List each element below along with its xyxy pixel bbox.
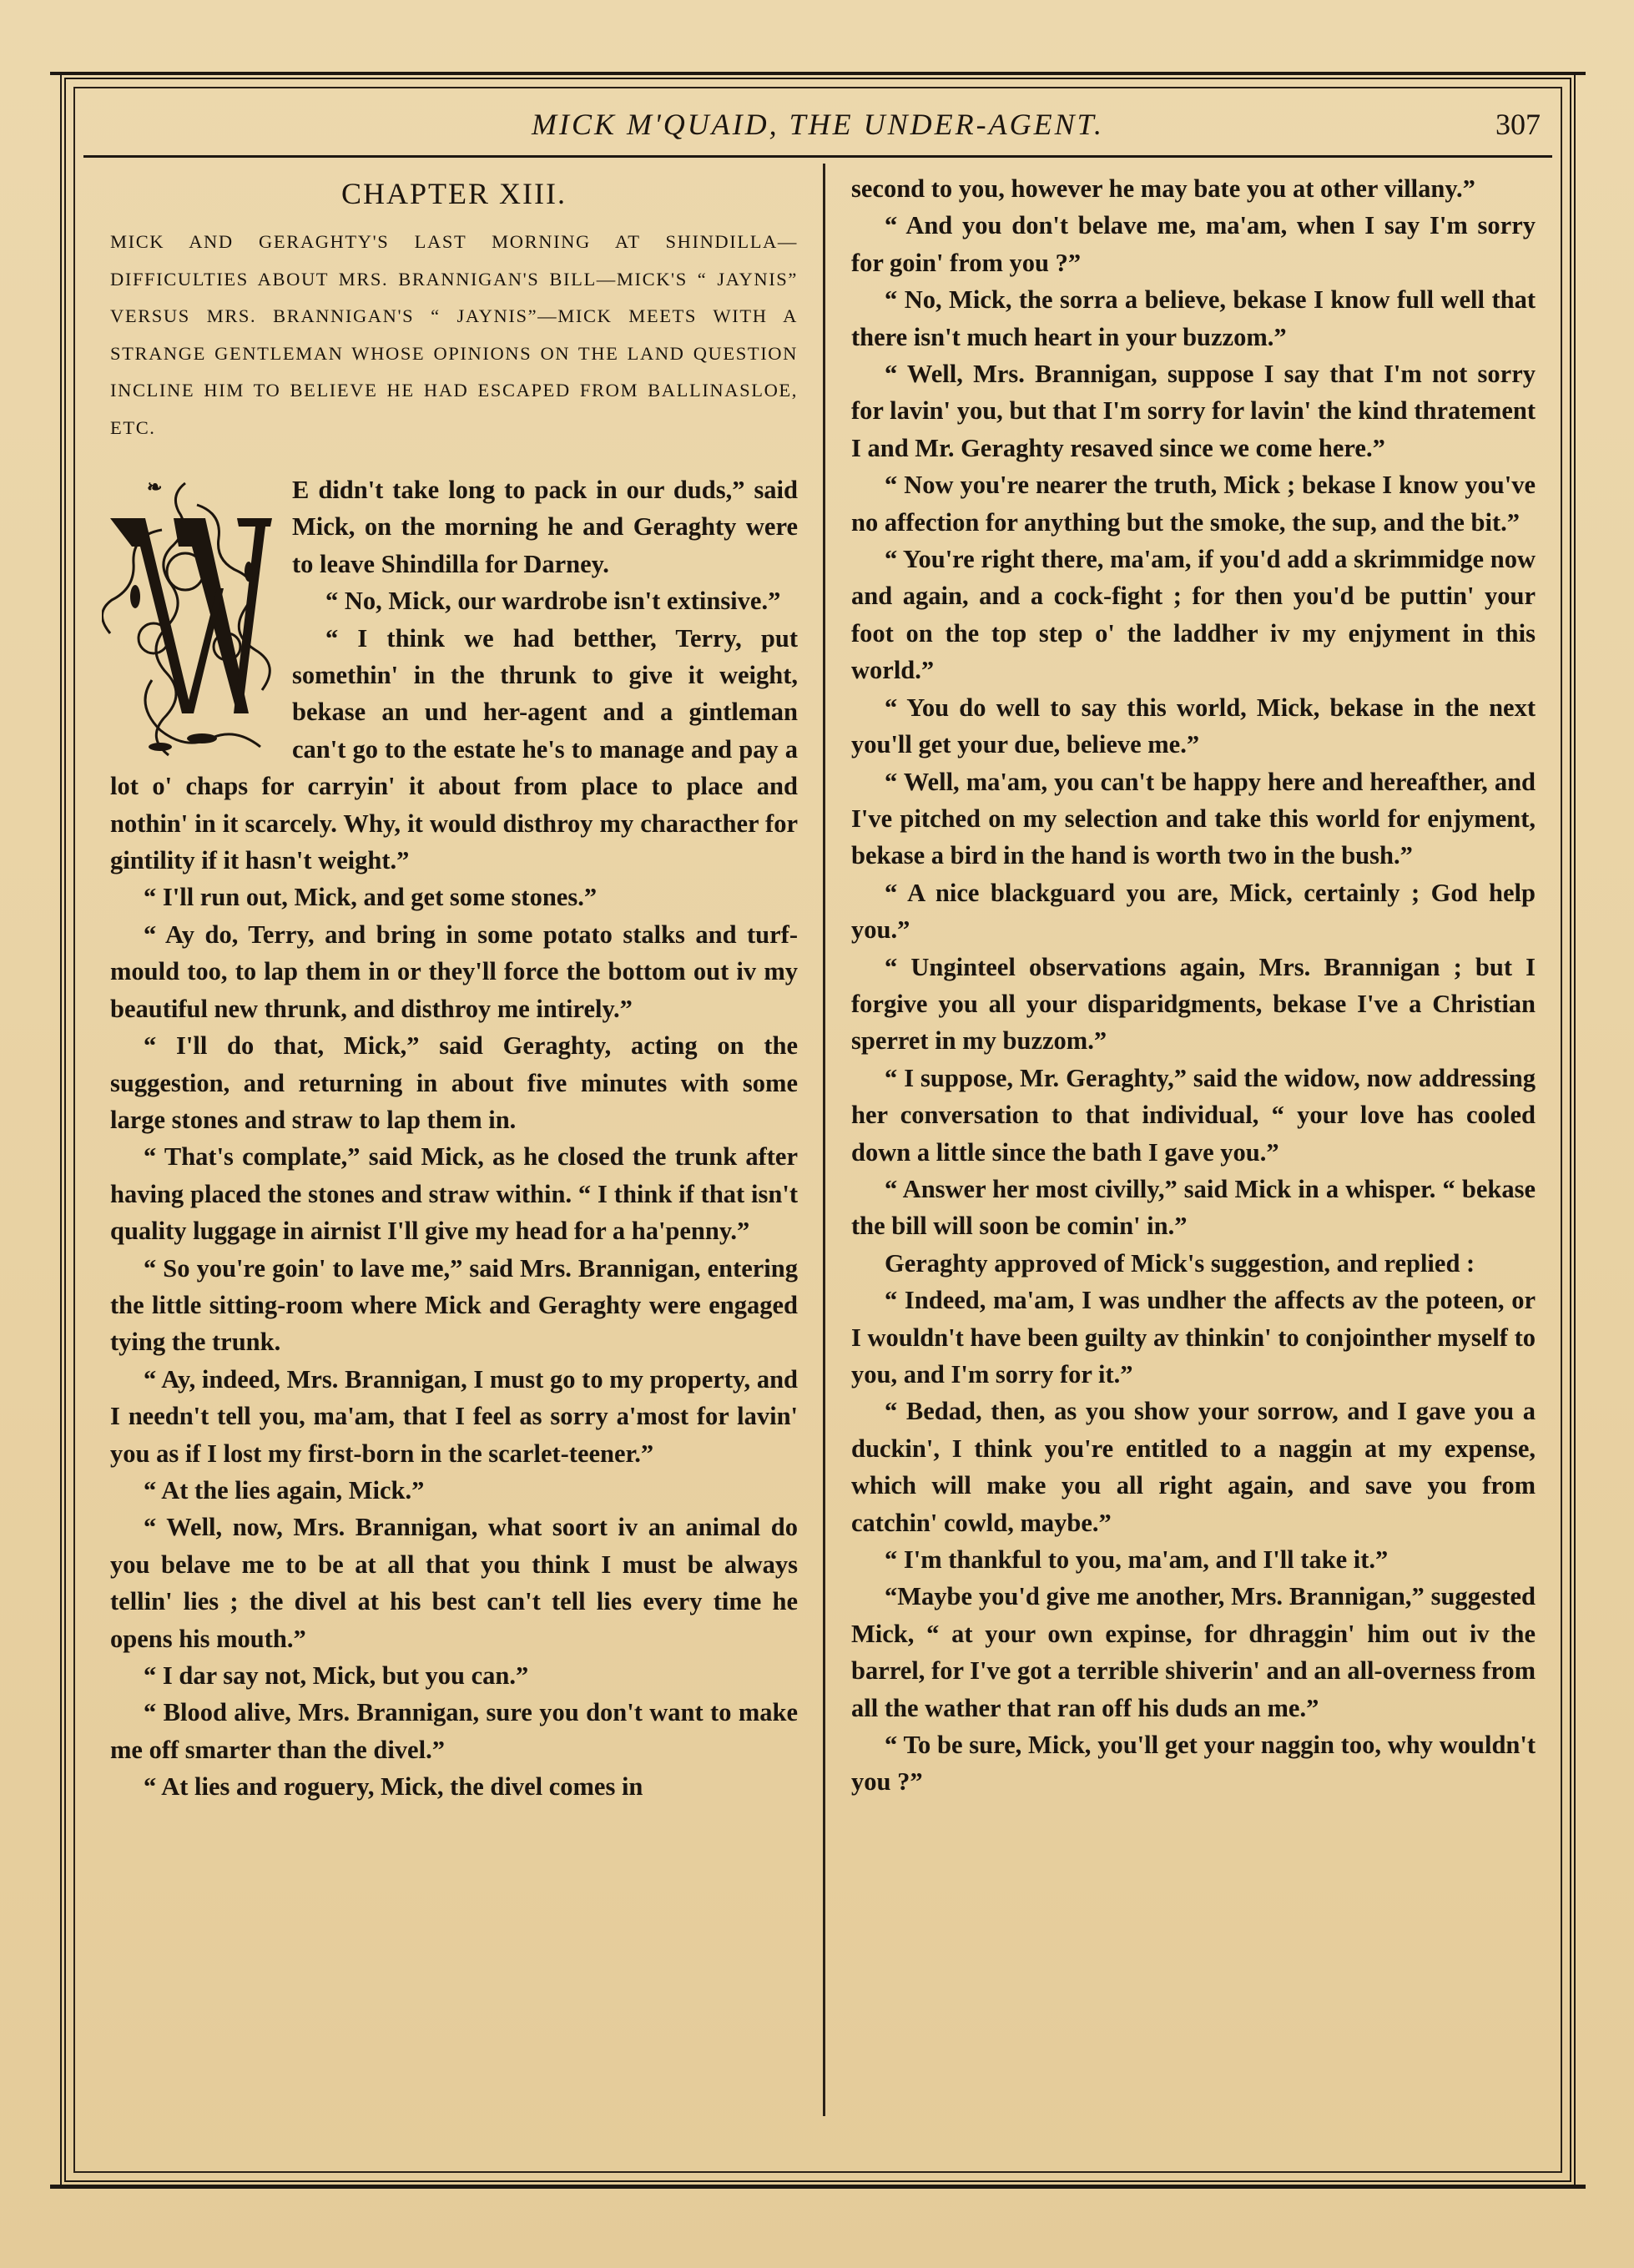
paragraph: Geraghty approved of Mick's suggestion, and replied : [885, 1248, 1475, 1278]
running-head [83, 103, 1552, 154]
paragraph: “ I'm thankful to you, ma'am, and I'll take it.” [885, 1545, 1389, 1575]
paragraph: “ I'll run out, Mick, and get some stones.” [144, 883, 598, 912]
paragraph: “ Unginteel observations again, Mrs. Brannigan ; but I forgive you all your disparidgments, bekase I've a Christian sperret in my buzzom.” [851, 952, 1536, 1056]
paragraph: “ Blood alive, Mrs. Brannigan, sure you don't want to make me off smarter than the divel.” [110, 1698, 798, 1764]
paragraph: “ No, Mick, the sorra a believe, bekase I know full well that there isn't much heart in your buzzom.” [851, 285, 1536, 351]
paragraph: “ At the lies again, Mick.” [144, 1475, 425, 1504]
page-number: 307 [1495, 108, 1541, 141]
paragraph: “ No, Mick, our wardrobe isn't extinsive.” [325, 587, 781, 616]
paragraph: “ And you don't belave me, ma'am, when I say I'm sorry for goin' from you ?” [851, 211, 1536, 277]
paragraph: “ Indeed, ma'am, I was undher the affects av the poteen, or I wouldn't have been guilty av thinkin' to conjointher myself to you, and I'm sorry for it.” [851, 1286, 1536, 1389]
left-column [110, 167, 798, 1806]
paragraph: “ You do well to say this world, Mick, bekase in the next you'll get your due, believe me.” [851, 693, 1536, 759]
paragraph: “ Ay, indeed, Mrs. Brannigan, I must go to my property, and I needn't tell you, ma'am, that I feel as sorry a'most for lavin' you as if I lost my first-born in the scarlet-teener.” [110, 1364, 798, 1468]
paragraph: “ Ay do, Terry, and bring in some potato stalks and turf-mould too, to lap them in or they'll force the bottom out iv my beautiful new thrunk, and disthroy me intirely.” [110, 920, 798, 1023]
paragraph: “Maybe you'd give me another, Mrs. Brannigan,” suggested Mick, “ at your own expinse, for dhraggin' him out iv the barrel, for I've got a terrible shiverin' and an all-overness from all the wather that ran off his duds an me.” [851, 1582, 1536, 1722]
paragraph: “ That's complate,” said Mick, as he closed the trunk after having placed the stones and straw within. “ I think if that isn't quality luggage in airnist I'll give my head for a ha'penny.” [110, 1142, 798, 1246]
right-column [851, 170, 1536, 1801]
paragraph: “ At lies and roguery, Mick, the divel comes in [144, 1772, 643, 1802]
paragraph: “ I dar say not, Mick, but you can.” [144, 1661, 529, 1690]
paragraph: “ I think we had betther, Terry, put somethin' in the thrunk to give it weight, bekase an und her-agent and a gintleman can't go to the estate he's to manage and pay a lot o' chaps for carryin' it about from place to place and nothin' in it scarcely. Why, it would disthroy my characther for gintility if it hasn't weight.” [110, 623, 798, 875]
paragraph: “ Well, Mrs. Brannigan, suppose I say that I'm not sorry for lavin' you, but that I'm sorry for lavin' the kind thratement I and Mr. Geraghty resaved since we come here.” [851, 360, 1536, 462]
paragraph: second to you, however he may bate you at other villany.” [851, 174, 1475, 203]
paragraph: E didn't take long to pack in our duds,” said Mick, on the morning he and Geraghty were to leave Shindilla for Darney. [292, 476, 798, 578]
paragraph: “ You're right there, ma'am, if you'd add a skrimmidge now and again, and a cock-fight ; for then you'd be puttin' your foot on the top step o' the laddher iv my enjyment in this world.” [851, 545, 1536, 685]
column-divider [823, 164, 825, 2116]
ornamental-dropcap-w [102, 471, 280, 760]
paragraph: “ I suppose, Mr. Geraghty,” said the widow, now addressing her conversation to that individual, “ your love has cooled down a little since the bath I gave you.” [851, 1063, 1536, 1167]
paragraph: “ I'll do that, Mick,” said Geraghty, acting on the suggestion, and returning in about five minutes with some large stones and straw to lap them in. [110, 1031, 798, 1134]
chapter-title: CHAPTER XIII. [341, 177, 567, 210]
dropcap-flourish: ❧ [147, 476, 163, 498]
running-title: MICK M'QUAID, THE UNDER-AGENT. [532, 108, 1104, 141]
paragraph: “ Answer her most civilly,” said Mick in a whisper. “ bekase the bill will soon be comin' in.” [851, 1174, 1536, 1241]
paragraph: “ So you're goin' to lave me,” said Mrs. Brannigan, entering the little sitting-room where Mick and Geraghty were engaged tying the trunk. [110, 1253, 798, 1357]
paragraph: “ Bedad, then, as you show your sorrow, and I gave you a duckin', I think you're entitled to a naggin at my expense, which will make you all right again, and save you from catchin' cowld, maybe.” [851, 1397, 1536, 1537]
paragraph: “ A nice blackguard you are, Mick, certainly ; God help you.” [851, 878, 1536, 945]
paragraph: “ Well, now, Mrs. Brannigan, what soort iv an animal do you belave me to be at all that you think I must be always tellin' lies ; the divel at his best can't tell lies every time he opens his mouth.” [110, 1513, 798, 1653]
paragraph: “ To be sure, Mick, you'll get your naggin too, why wouldn't you ?” [851, 1731, 1536, 1797]
chapter-synopsis: MICK AND GERAGHTY'S LAST MORNING AT SHINDILLA—DIFFICULTIES ABOUT MRS. BRANNIGAN'S BILL—MICK'S “ JAYNIS” VERSUS MRS. BRANNIGAN'S “ JAYNIS”—MICK MEETS WITH A STRANGE GENTLEMAN WHOSE OPINIONS ON THE LAND QUESTION INCLINE HIM TO BELIEVE HE HAD ESCAPED FROM BALLINASLOE, ETC. [110, 231, 798, 438]
paragraph: “ Now you're nearer the truth, Mick ; bekase I know you've no affection for anything but the smoke, the sup, and the bit.” [851, 471, 1536, 537]
paragraph: “ Well, ma'am, you can't be happy here and hereafther, and I've pitched on my selection and take this world for enjyment, bekase a bird in the hand is worth two in the bush.” [851, 767, 1536, 870]
header-rule [83, 155, 1552, 158]
